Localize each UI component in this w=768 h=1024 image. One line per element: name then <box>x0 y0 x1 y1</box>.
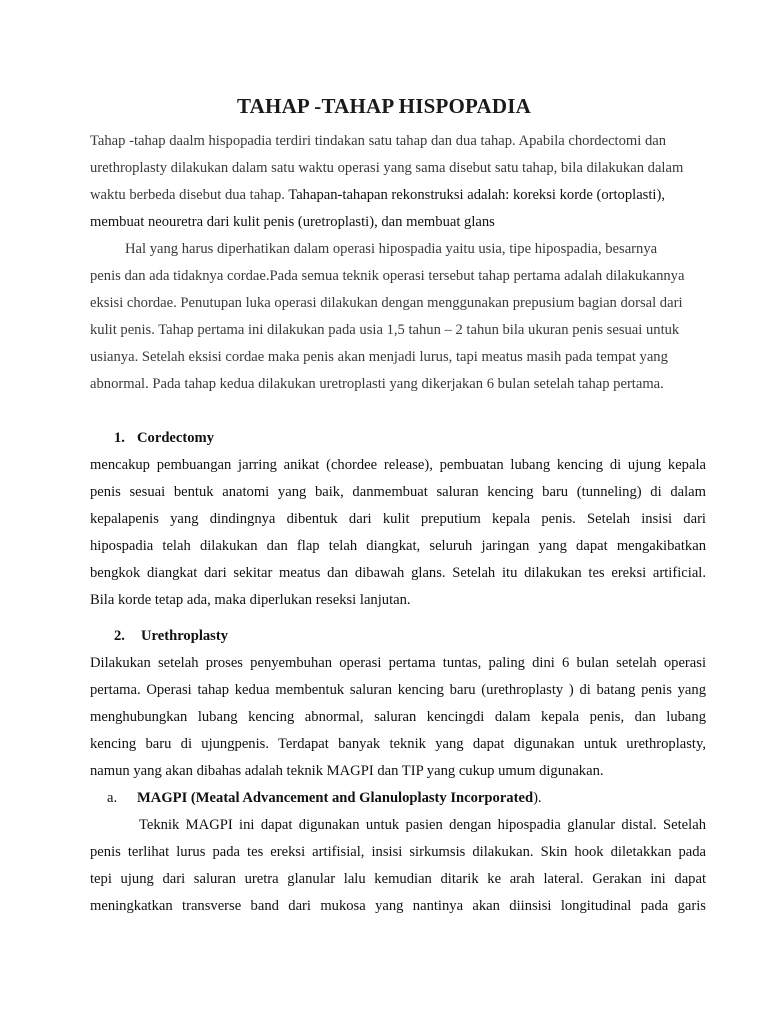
section2-line-4: kencing baru di ujungpenis. Terdapat banyak teknik yang dapat digunakan untuk urethroplasty, <box>90 736 706 752</box>
section1-heading: Cordectomy <box>137 430 214 446</box>
para2-line-4: kulit penis. Tahap pertama ini dilakukan pada usia 1,5 tahun – 2 tahun bila ukuran penis sesuai untuk <box>90 322 680 338</box>
subsection-a-line-3: tepi ujung dari saluran uretra glanular lalu kemudian ditarik ke arah lateral. Gerakan ini dapat <box>90 871 706 887</box>
section1-line-1: mencakup pembuangan jarring anikat (chordee release), pembuatan lubang kencing di ujung kepala <box>90 457 706 473</box>
para2-line-6: abnormal. Pada tahap kedua dilakukan uretroplasti yang dikerjakan 6 bulan setelah tahap pertama. <box>90 376 664 392</box>
para2-line-5: usianya. Setelah eksisi cordae maka penis akan menjadi lurus, tapi meatus masih pada tempat yang <box>90 349 668 365</box>
section2-line-5: namun yang akan dibahas adalah teknik MAGPI dan TIP yang cukup umum digunakan. <box>90 763 604 779</box>
section1-line-3: kepalapenis yang dindingnya dibentuk dari kulit preputium kepala penis. Setelah insisi dari <box>90 511 706 527</box>
intro-line-3-emphasis: Tahapan-tahapan rekonstruksi adalah: koreksi korde (ortoplasti), <box>288 187 665 203</box>
section2-heading: Urethroplasty <box>141 628 229 644</box>
section1-line-4: hipospadia telah dilakukan dan flap telah diangkat, seluruh jaringan yang dapat mengakibatkan <box>90 538 706 554</box>
para2-line-3: eksisi chordae. Penutupan luka operasi dilakukan dengan menggunakan prepusium bagian dorsal dari <box>90 295 683 311</box>
intro-line-1: Tahap -tahap daalm hispopadia terdiri tindakan satu tahap dan dua tahap. Apabila chordectomi dan <box>90 133 667 149</box>
section1-line-2: penis sesuai bentuk anatomi yang baik, danmembuat saluran kencing baru (tunneling) di dalam <box>90 484 706 500</box>
subsection-a-heading-tail: ). <box>533 790 542 806</box>
intro-line-3 <box>90 185 706 205</box>
subsection-a-line-4: meningkatkan transverse band dari mukosa yang nantinya akan diinsisi longitudinal pada garis <box>90 898 706 914</box>
section2-line-3: menghubungkan lubang kencing abnormal, saluran kencingdi dalam kepala penis, dan lubang <box>90 709 706 725</box>
section2-line-2: pertama. Operasi tahap kedua membentuk saluran kencing baru (urethroplasty ) di batang penis yang <box>90 682 706 698</box>
para2-line-2: penis dan ada tidaknya cordae.Pada semua teknik operasi tersebut tahap pertama adalah dilakukannya <box>90 268 685 284</box>
section1-number: 1. <box>114 430 125 446</box>
para2-line-1: Hal yang harus diperhatikan dalam operasi hipospadia yaitu usia, tipe hipospadia, besarnya <box>125 241 658 257</box>
subsection-a-line-1: Teknik MAGPI ini dapat digunakan untuk pasien dengan hipospadia glanular distal. Setelah <box>139 817 706 833</box>
section2-number: 2. <box>114 628 125 644</box>
intro-line-3-text: waktu berbeda disebut dua tahap. <box>90 187 285 203</box>
subsection-a-line-2: penis terlihat lurus pada tes ereksi artifisial, insisi sirkumsis dilakukan. Skin hook diletakkan pada <box>90 844 706 860</box>
subsection-a-heading-line <box>137 788 697 808</box>
section1-line-5: bengkok diangkat dari sekitar meatus dan dibawah glans. Setelah itu dilakukan tes ereksi artificial. <box>90 565 706 581</box>
intro-line-4: membuat neouretra dari kulit penis (uretroplasti), dan membuat glans <box>90 214 495 230</box>
section2-line-1: Dilakukan setelah proses penyembuhan operasi pertama tuntas, paling dini 6 bulan setelah operasi <box>90 655 706 671</box>
section1-line-6: Bila korde tetap ada, maka diperlukan reseksi lanjutan. <box>90 592 411 608</box>
intro-line-2: urethroplasty dilakukan dalam satu waktu operasi yang sama disebut satu tahap, bila dilakukan dalam <box>90 160 684 176</box>
page-title: TAHAP -TAHAP HISPOPADIA <box>237 94 531 118</box>
subsection-a-letter: a. <box>107 790 118 806</box>
subsection-a-heading: MAGPI (Meatal Advancement and Glanuloplasty Incorporated <box>137 790 534 806</box>
